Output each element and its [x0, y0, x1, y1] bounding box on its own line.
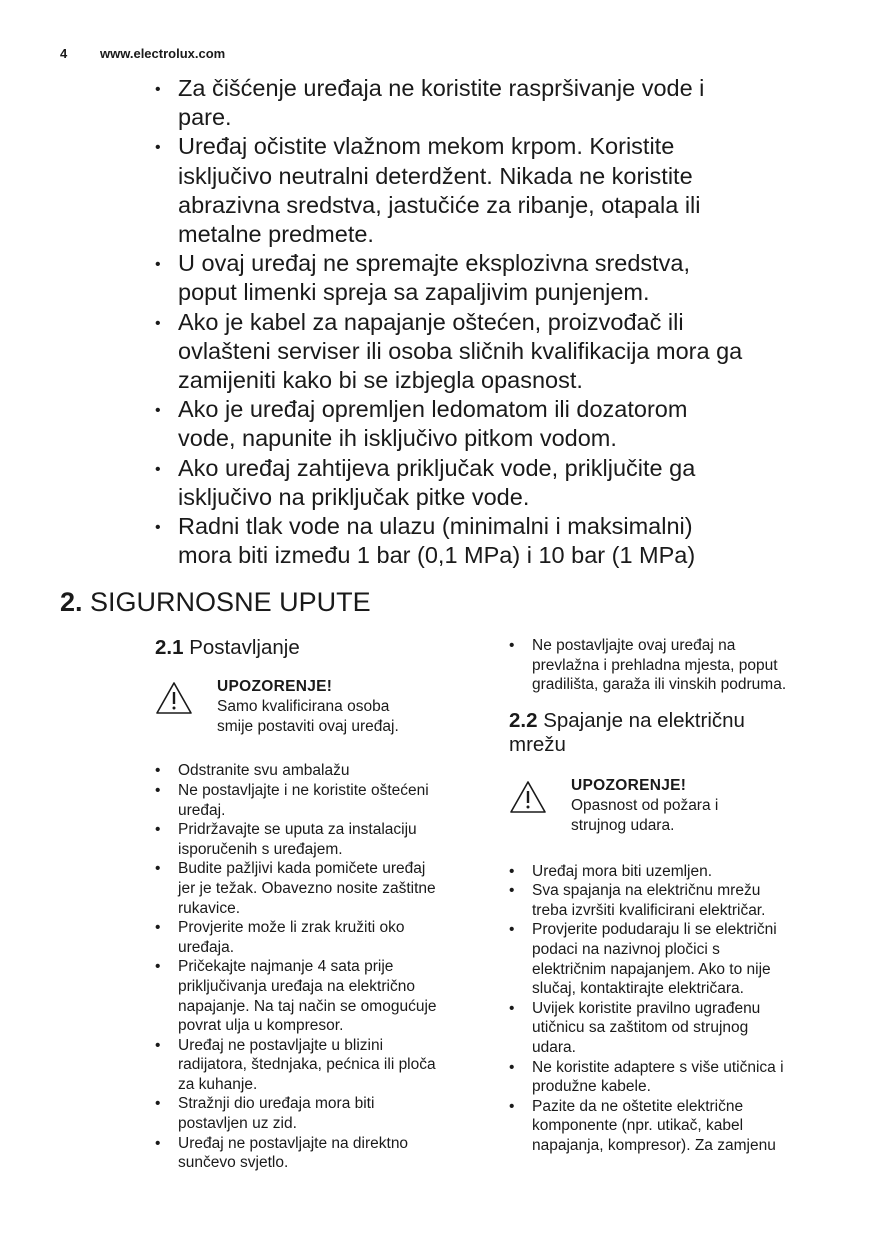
text-line: komponente (npr. utikač, kabel: [532, 1117, 744, 1135]
list-item: [509, 862, 839, 882]
text-line: Ne postavljajte ovaj uređaj na: [532, 637, 736, 654]
text-line: električnim napajanjem. Ako to nije: [532, 960, 771, 978]
subsection-number: 2.2: [509, 708, 538, 732]
text-line: smije postaviti ovaj uređaj.: [217, 718, 399, 736]
list-item: [155, 1134, 485, 1173]
warning-triangle-icon: [155, 681, 193, 715]
text-line: Samo kvalificirana osoba: [217, 697, 390, 715]
text-line: isključivo na priključak pitke vode.: [178, 483, 530, 510]
text-line: Radni tlak vode na ulazu (minimalni i maksimalni): [178, 513, 693, 540]
list-item: [155, 859, 485, 918]
text-line: postavljen uz zid.: [178, 1115, 297, 1133]
text-line: Uređaj ne postavljajte na direktno: [178, 1134, 409, 1152]
text-line: ovlašteni serviser ili osoba sličnih kvalifikacija mora ga: [178, 337, 743, 364]
subsection-title: Postavljanje: [189, 636, 300, 659]
list-item: [155, 918, 485, 957]
list-item: [155, 132, 845, 249]
list-item: [509, 920, 839, 998]
text-line: vode, napunite ih isključivo pitkom vodom.: [178, 425, 617, 452]
text-line: Pričekajte najmanje 4 sata prije: [178, 958, 394, 976]
list-item: [509, 1058, 839, 1097]
text-line: rukavice.: [178, 899, 241, 917]
installation-list: [155, 761, 485, 1172]
section-title: SIGURNOSNE UPUTE: [90, 587, 371, 617]
text-line: uređaj.: [178, 801, 226, 819]
text-line: za kuhanje.: [178, 1075, 258, 1093]
text-line: zamijeniti kako bi se izbjegla opasnost.: [178, 367, 583, 394]
text-line: Uređaj ne postavljajte u blizini: [178, 1036, 384, 1054]
list-item: [155, 820, 485, 859]
text-line: abrazivna sredstva, jastučiće za ribanje, otapala ili: [178, 191, 701, 218]
website-url: www.electrolux.com: [100, 46, 226, 61]
text-line: pare.: [178, 104, 232, 131]
installation-warning: [155, 677, 485, 738]
list-item: [155, 395, 845, 453]
text-line: Ako je uređaj opremljen ledomatom ili dozatorom: [178, 396, 688, 423]
text-line: podaci na nazivnoj pločici s: [532, 941, 720, 959]
subsection-electrical-heading: [509, 709, 839, 758]
text-line: gradilišta, garaža ili vinskih podruma.: [532, 676, 787, 694]
page-number: 4: [60, 46, 68, 61]
text-line: sunčevo svjetlo.: [178, 1154, 289, 1172]
text-line: prevlažna i prehladna mjesta, poput: [532, 656, 778, 674]
warning-title: UPOZORENJE!: [571, 776, 687, 794]
warning-text: [217, 697, 485, 738]
list-item: [509, 636, 839, 695]
text-line: Pridržavajte se uputa za instalaciju: [178, 821, 417, 839]
text-line: metalne predmete.: [178, 221, 374, 248]
list-item: [155, 74, 845, 132]
list-item: [155, 1094, 485, 1133]
page-header: [60, 46, 225, 61]
text-line: priključivanja uređaja na električno: [178, 977, 415, 995]
subsection-number: 2.1: [155, 636, 184, 659]
text-line: mrežu: [509, 733, 566, 757]
text-line: Ako uređaj zahtijeva priključak vode, priključite ga: [178, 454, 696, 481]
text-line: utičnicu sa zaštitom od strujnog: [532, 1019, 749, 1037]
list-item: [155, 1036, 485, 1095]
text-line: udara.: [532, 1039, 576, 1057]
text-line: U ovaj uređaj ne spremajte eksplozivna sredstva,: [178, 250, 691, 277]
list-item: [155, 781, 485, 820]
text-line: napajanje. Na taj način se omogućuje: [178, 997, 437, 1015]
right-column: [509, 636, 839, 1156]
text-line: Provjerite može li zrak kružiti oko: [178, 919, 405, 937]
section-number: 2.: [60, 587, 83, 617]
text-line: napajanja, kompresor). Za zamjenu: [532, 1136, 776, 1154]
electrical-list: [509, 862, 839, 1156]
text-line: treba izvršiti kvalificirani električar.: [532, 901, 766, 919]
list-item: [509, 881, 839, 920]
text-line: slučaj, kontaktirajte električara.: [532, 980, 744, 998]
text-line: Pazite da ne oštetite električne: [532, 1097, 744, 1115]
text-line: strujnog udara.: [571, 817, 675, 835]
text-line: Spajanje na električnu: [543, 708, 745, 732]
text-line: Budite pažljivi kada pomičete uređaj: [178, 860, 426, 878]
warning-title: UPOZORENJE!: [217, 677, 333, 695]
subsection-title: [509, 709, 745, 757]
left-column: [155, 636, 485, 1173]
list-item: [155, 957, 485, 1035]
text-line: jer je težak. Obavezno nosite zaštitne: [178, 879, 436, 897]
text-line: Ne postavljajte i ne koristite oštećeni: [178, 781, 429, 799]
section-heading: [60, 586, 371, 618]
text-line: povrat ulja u kompresor.: [178, 1017, 344, 1035]
text-line: poput limenki spreja sa zapaljivim punjenjem.: [178, 279, 650, 306]
text-line: Ako je kabel za napajanje oštećen, proizvođač ili: [178, 308, 684, 335]
list-item: [155, 308, 845, 396]
top-bullet-list: [155, 74, 845, 570]
text-line: Ne koristite adaptere s više utičnica i: [532, 1058, 784, 1076]
list-item: [155, 761, 485, 781]
text-line: isporučenih s uređajem.: [178, 840, 343, 858]
warning-text: [571, 796, 839, 837]
text-line: Uređaj mora biti uzemljen.: [532, 862, 713, 880]
text-line: Stražnji dio uređaja mora biti: [178, 1095, 375, 1113]
list-item: [509, 1097, 839, 1156]
list-item: [509, 999, 839, 1058]
text-line: mora biti između 1 bar (0,1 MPa) i 10 bar (1 MPa): [178, 542, 696, 569]
text-line: Provjerite podudaraju li se električni: [532, 921, 777, 939]
list-item: [155, 249, 845, 307]
list-item: [155, 512, 845, 570]
text-line: Opasnost od požara i: [571, 797, 719, 815]
text-line: radijatora, štednjaka, pećnica ili ploča: [178, 1056, 436, 1074]
text-line: produžne kabele.: [532, 1078, 651, 1096]
installation-list-continued: [509, 636, 839, 695]
text-line: isključivo neutralni deterdžent. Nikada ne koristite: [178, 162, 693, 189]
list-item: [155, 454, 845, 512]
warning-triangle-icon: [509, 780, 547, 814]
text-line: Odstranite svu ambalažu: [178, 762, 350, 780]
text-line: Uvijek koristite pravilno ugrađenu: [532, 999, 761, 1017]
text-line: Za čišćenje uređaja ne koristite raspršivanje vode i: [178, 75, 705, 101]
electrical-warning: [509, 776, 839, 837]
text-line: Uređaj očistite vlažnom mekom krpom. Koristite: [178, 133, 675, 160]
text-line: Sva spajanja na električnu mrežu: [532, 882, 761, 900]
subsection-installation-heading: [155, 636, 485, 661]
text-line: uređaja.: [178, 938, 235, 956]
